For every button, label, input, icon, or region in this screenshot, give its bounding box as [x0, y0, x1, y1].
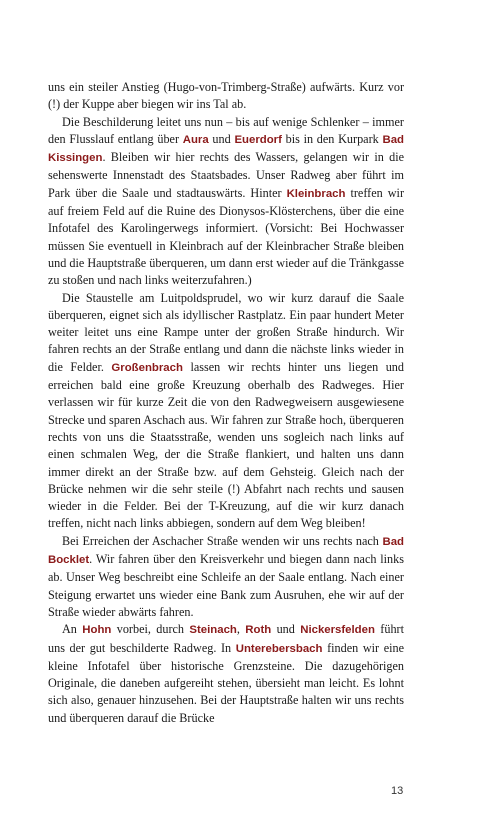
place-name: Steinach: [189, 624, 237, 637]
paragraph: [48, 79, 404, 114]
paragraph: [48, 533, 404, 621]
page-number: 13: [391, 785, 404, 797]
text-run: ,: [236, 622, 246, 637]
place-name: Nickersfelden: [300, 624, 375, 637]
body-text: [48, 79, 404, 727]
place-name: Aura: [182, 133, 209, 146]
text-run: treffen wir auf freiem Feld auf die Ruine des Dionysos-Klösterchens, über die eine Infotafel des Karolingerwegs informiert. (Vorsicht: Bei Hochwasser müssen Sie eventuell in Kleinbrach auf der Kleinbracher Straße bleiben und die Hauptstraße überqueren, um dann erst wieder auf die Tränkgasse zu stoßen und nach links weiterzufahren.): [48, 185, 405, 288]
place-name: Kleinbrach: [286, 187, 346, 200]
text-run: vorbei, durch: [111, 622, 190, 637]
paragraph: [48, 290, 404, 533]
text-run: . Wir fahren über den Kreisverkehr und biegen dann nach links ab. Unser Weg beschreibt eine Schleife an der Saale entlang. Nach einer Steigung erwartet uns wieder eine Bank zum Ausruhen, ehe wir auf der Straße wieder abwärts fahren.: [48, 552, 404, 619]
text-run: uns ein steiler Anstieg (Hugo-von-Trimberg-Straße) aufwärts. Kurz vor (!) der Kuppe aber biegen wir ins Tal ab.: [48, 80, 404, 112]
text-run: Bei Erreichen der Aschacher Straße wenden wir uns rechts nach: [62, 533, 383, 548]
text-run: lassen wir rechts hinter uns liegen und erreichen bald eine große Kreuzung oberhalb des Radweges. Hier verlassen wir für kurze Zeit die von den Radwegweisern ausgewiesene Strecke und sparen Aschach aus. Wir fahren zur Straße hoch, überqueren rechts von uns die Staatsstraße, wenden uns sogleich nach links auf einen schmalen Weg, der die Straße flankiert, und halten uns dann immer direkt an der Straße bzw. auf dem Gehsteig. Gleich nach der Brücke nehmen wir die sehr steile (!) Abfahrt nach rechts und sausen wieder in die Felder. Bei der T-Kreuzung, auf die wir kurz danach treffen, nicht nach links abbiegen, sondern auf dem Weg bleiben!: [48, 359, 404, 531]
place-name: Unterebersbach: [235, 642, 323, 655]
place-name: Hohn: [82, 624, 112, 637]
text-run: An: [62, 622, 83, 637]
text-run: Die Staustelle am Luitpoldsprudel, wo wir kurz darauf die Saale überqueren, eignet sich als idyllischer Rastplatz. Ein paar hundert Meter weiter leitet uns eine Rampe unter der großen Straße hindurch. Wir fahren rechts an der Straße entlang und dann die nächste links wieder in die Felder.: [48, 290, 404, 374]
place-name: Bad Kissingen: [48, 133, 404, 165]
place-name: Euerdorf: [234, 133, 282, 146]
text-run: Die Beschilderung leitet uns nun – bis auf wenige Schlenker – immer den Flusslauf entlang über: [48, 114, 404, 146]
text-run: und: [271, 622, 301, 637]
paragraph: [48, 114, 404, 290]
place-name: Großenbrach: [111, 361, 183, 374]
text-run: . Bleiben wir hier rechts des Wassers, gelangen wir in die sehenswerte Innenstadt des Staatsbades. Unser Radweg aber führt im Park über die Saale und stadtauswärts. Hinter: [48, 150, 404, 200]
place-name: Roth: [245, 624, 272, 637]
paragraph: [48, 621, 404, 727]
text-run: bis in den Kurpark: [281, 131, 383, 146]
text-run: führt uns der gut beschilderte Radweg. In: [48, 622, 404, 655]
text-run: finden wir eine kleine Infotafel über historische Grenzsteine. Die dazugehörigen Originale, die daneben aufgereiht stehen, übersieht man leicht. Es lohnt sich also, genauer hinzusehen. Bei der Hauptstraße halten wir uns rechts und überqueren darauf die Brücke: [48, 640, 404, 725]
place-name: Bad Bocklet: [48, 535, 404, 567]
text-run: und: [208, 131, 235, 146]
